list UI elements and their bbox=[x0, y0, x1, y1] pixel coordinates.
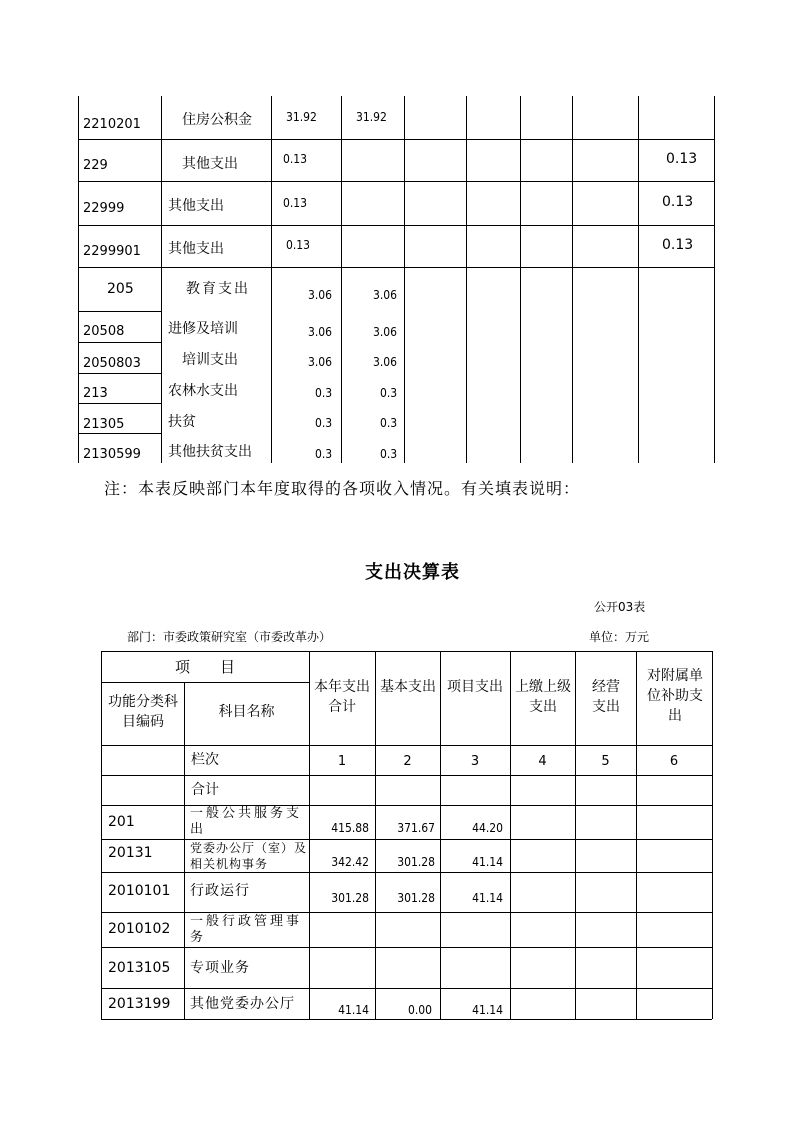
table-cell-value: 3.06 bbox=[308, 288, 333, 302]
table-cell-value: 0.13 bbox=[666, 151, 698, 167]
table-row-name: 进修及培训 bbox=[168, 321, 238, 337]
table-note: 注：本表反映部门本年度取得的各项收入情况。有关填表说明： bbox=[104, 479, 581, 498]
table-cell-value: 301.28 bbox=[397, 891, 435, 905]
table-cell-value: 0.13 bbox=[283, 152, 308, 166]
table-cell-value: 0.3 bbox=[380, 386, 398, 400]
table-row-name: 专项业务 bbox=[190, 960, 250, 976]
table-row-code: 20508 bbox=[83, 324, 125, 339]
lanci-1: 1 bbox=[337, 754, 347, 769]
lanci-label: 栏次 bbox=[191, 752, 219, 768]
header-total: 本年支出合计 bbox=[314, 679, 370, 715]
table-cell-value: 3.06 bbox=[373, 355, 398, 369]
table-cell-value: 301.28 bbox=[331, 891, 369, 905]
table-row-code: 2013105 bbox=[108, 960, 171, 976]
table-cell-value: 3.06 bbox=[373, 288, 398, 302]
header-basic: 基本支出 bbox=[380, 679, 436, 695]
lanci-5: 5 bbox=[601, 754, 610, 769]
table-row-code: 229 bbox=[83, 158, 108, 173]
table-row-code: 2299901 bbox=[83, 244, 141, 259]
table-row-code: 2130599 bbox=[83, 447, 141, 462]
table-row-code: 213 bbox=[83, 386, 108, 401]
table-row-name: 教育支出 bbox=[186, 281, 250, 297]
table-row-code: 22999 bbox=[83, 201, 125, 216]
table-cell-value: 0.13 bbox=[283, 196, 308, 210]
header-remit: 上缴上级支出 bbox=[515, 679, 571, 715]
header-item: 项 目 bbox=[174, 658, 235, 676]
table-cell-value: 0.13 bbox=[662, 194, 694, 210]
table-row-code: 201 bbox=[108, 814, 135, 830]
table-row-name: 其他扶贫支出 bbox=[168, 444, 252, 460]
table-cell-value: 0.13 bbox=[286, 238, 311, 252]
table-row-code: 2010101 bbox=[108, 883, 171, 899]
table-cell-value: 301.28 bbox=[397, 855, 435, 869]
table-row-name: 农林水支出 bbox=[168, 383, 238, 399]
table-cell-value: 0.3 bbox=[315, 386, 333, 400]
table-row-name: 其他支出 bbox=[168, 198, 224, 214]
table-cell-value: 0.00 bbox=[407, 1003, 432, 1017]
table-cell-value: 41.14 bbox=[472, 855, 503, 869]
department-label: 部门：市委政策研究室（市委改革办） bbox=[127, 630, 332, 644]
table-row-name: 其他党委办公厅 bbox=[190, 996, 295, 1012]
table-cell-value: 0.3 bbox=[315, 416, 333, 430]
header-business: 经营支出 bbox=[592, 679, 620, 715]
table-row-name: 扶贫 bbox=[168, 414, 196, 430]
table-row-name: 一般行政管理事务 bbox=[190, 914, 303, 945]
lanci-2: 2 bbox=[403, 754, 412, 769]
header-subsidy: 对附属单位补助支出 bbox=[647, 668, 703, 724]
table-row-code: 2010102 bbox=[108, 921, 171, 937]
table-number: 公开03表 bbox=[594, 600, 646, 614]
table-cell-value: 0.13 bbox=[662, 237, 694, 253]
table-cell-value: 415.88 bbox=[331, 821, 369, 835]
table-cell-value: 41.14 bbox=[472, 1003, 503, 1017]
table-cell-value: 41.14 bbox=[472, 891, 503, 905]
table-row-name: 行政运行 bbox=[190, 883, 250, 899]
table-cell-value: 3.06 bbox=[308, 355, 333, 369]
table-cell-value: 371.67 bbox=[397, 821, 435, 835]
table-cell-value: 0.3 bbox=[315, 447, 333, 461]
table-cell-value: 31.92 bbox=[286, 110, 317, 124]
table-cell-value: 31.92 bbox=[356, 110, 387, 124]
table-row-code: 2210201 bbox=[83, 117, 141, 132]
header-subject-name: 科目名称 bbox=[218, 704, 275, 720]
total-label: 合计 bbox=[191, 782, 219, 798]
page-title: 支出决算表 bbox=[365, 562, 460, 583]
table-row-code: 20131 bbox=[108, 845, 153, 861]
table-row-code: 2013199 bbox=[108, 996, 171, 1012]
table-row-name: 住房公积金 bbox=[182, 112, 252, 128]
header-function-code: 功能分类科目编码 bbox=[108, 694, 178, 730]
table-row-code: 2050803 bbox=[83, 356, 141, 371]
table-row-name: 其他支出 bbox=[182, 156, 238, 172]
table-cell-value: 342.42 bbox=[331, 855, 369, 869]
table-cell-value: 3.06 bbox=[373, 325, 398, 339]
table-cell-value: 44.20 bbox=[472, 821, 503, 835]
header-project: 项目支出 bbox=[447, 679, 503, 695]
lanci-4: 4 bbox=[538, 754, 547, 769]
table-row-name: 一般公共服务支出 bbox=[190, 806, 303, 837]
lanci-3: 3 bbox=[470, 754, 480, 769]
table-row-code: 21305 bbox=[83, 417, 125, 432]
lanci-6: 6 bbox=[669, 754, 679, 769]
unit-label: 单位：万元 bbox=[589, 630, 650, 644]
table-cell-value: 3.06 bbox=[308, 325, 333, 339]
table-cell-value: 41.14 bbox=[338, 1003, 369, 1017]
table-row-name: 培训支出 bbox=[182, 352, 238, 368]
table-row-name: 党委办公厅（室）及相关机构事务 bbox=[190, 841, 308, 871]
table-row-code: 205 bbox=[107, 281, 134, 297]
table-cell-value: 0.3 bbox=[380, 416, 398, 430]
table-row-name: 其他支出 bbox=[168, 241, 224, 257]
table-cell-value: 0.3 bbox=[380, 447, 398, 461]
